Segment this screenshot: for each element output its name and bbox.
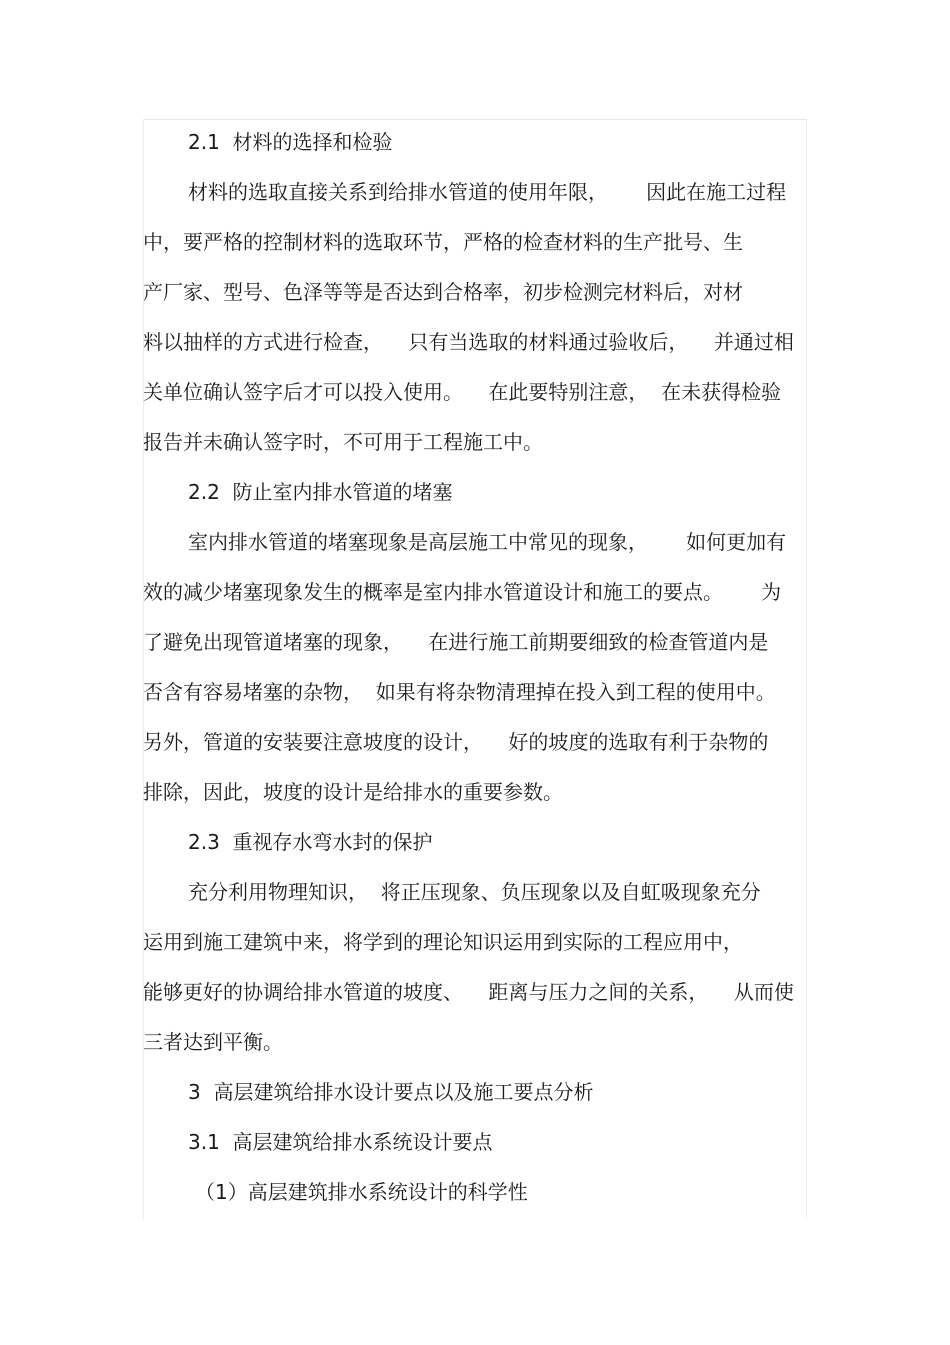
paragraph-line: 室内排水管道的堵塞现象是高层施工中常见的现象， 如何更加有 bbox=[188, 530, 787, 554]
subheading-1: （1）高层建筑排水系统设计的科学性 bbox=[195, 1180, 528, 1204]
document-body bbox=[143, 124, 807, 1224]
paragraph-line: 料以抽样的方式进行检查， 只有当选取的材料通过验收后， 并通过相 bbox=[143, 330, 794, 354]
paragraph-line: 三者达到平衡。 bbox=[143, 1030, 283, 1054]
paragraph-line: 关单位确认签字后才可以投入使用。 在此要特别注意， 在未获得检验 bbox=[143, 380, 782, 404]
paragraph-line: 报告并未确认签字时，不可用于工程施工中。 bbox=[143, 430, 543, 454]
paragraph-line: 产厂家、型号、色泽等等是否达到合格率，初步检测完材料后，对材 bbox=[143, 280, 743, 304]
paragraph-line: 了避免出现管道堵塞的现象， 在进行施工前期要细致的检查管道内是 bbox=[143, 630, 769, 654]
paragraph-line: 中，要严格的控制材料的选取环节，严格的检查材料的生产批号、生 bbox=[143, 230, 743, 254]
paragraph-line: 排除，因此，坡度的设计是给排水的重要参数。 bbox=[143, 780, 563, 804]
paragraph-line: 效的减少堵塞现象发生的概率是室内排水管道设计和施工的要点。 为 bbox=[143, 580, 782, 604]
paragraph-line: 充分利用物理知识， 将正压现象、负压现象以及自虹吸现象充分 bbox=[188, 880, 761, 904]
heading-2-2: 2.2 防止室内排水管道的堵塞 bbox=[188, 480, 453, 504]
paragraph-line: 另外，管道的安装要注意坡度的设计， 好的坡度的选取有利于杂物的 bbox=[143, 730, 769, 754]
paragraph-line: 能够更好的协调给排水管道的坡度、 距离与压力之间的关系， 从而使 bbox=[143, 980, 794, 1004]
heading-2-3: 2.3 重视存水弯水封的保护 bbox=[188, 830, 433, 854]
paragraph-line: 否含有容易堵塞的杂物， 如果有将杂物清理掉在投入到工程的使用中。 bbox=[143, 680, 776, 704]
heading-3: 3 高层建筑给排水设计要点以及施工要点分析 bbox=[188, 1080, 594, 1104]
paragraph-line: 材料的选取直接关系到给排水管道的使用年限， 因此在施工过程 bbox=[188, 180, 787, 204]
heading-2-1: 2.1 材料的选择和检验 bbox=[188, 130, 393, 154]
paragraph-line: 运用到施工建筑中来，将学到的理论知识运用到实际的工程应用中， bbox=[143, 930, 743, 954]
heading-3-1: 3.1 高层建筑给排水系统设计要点 bbox=[188, 1130, 493, 1154]
